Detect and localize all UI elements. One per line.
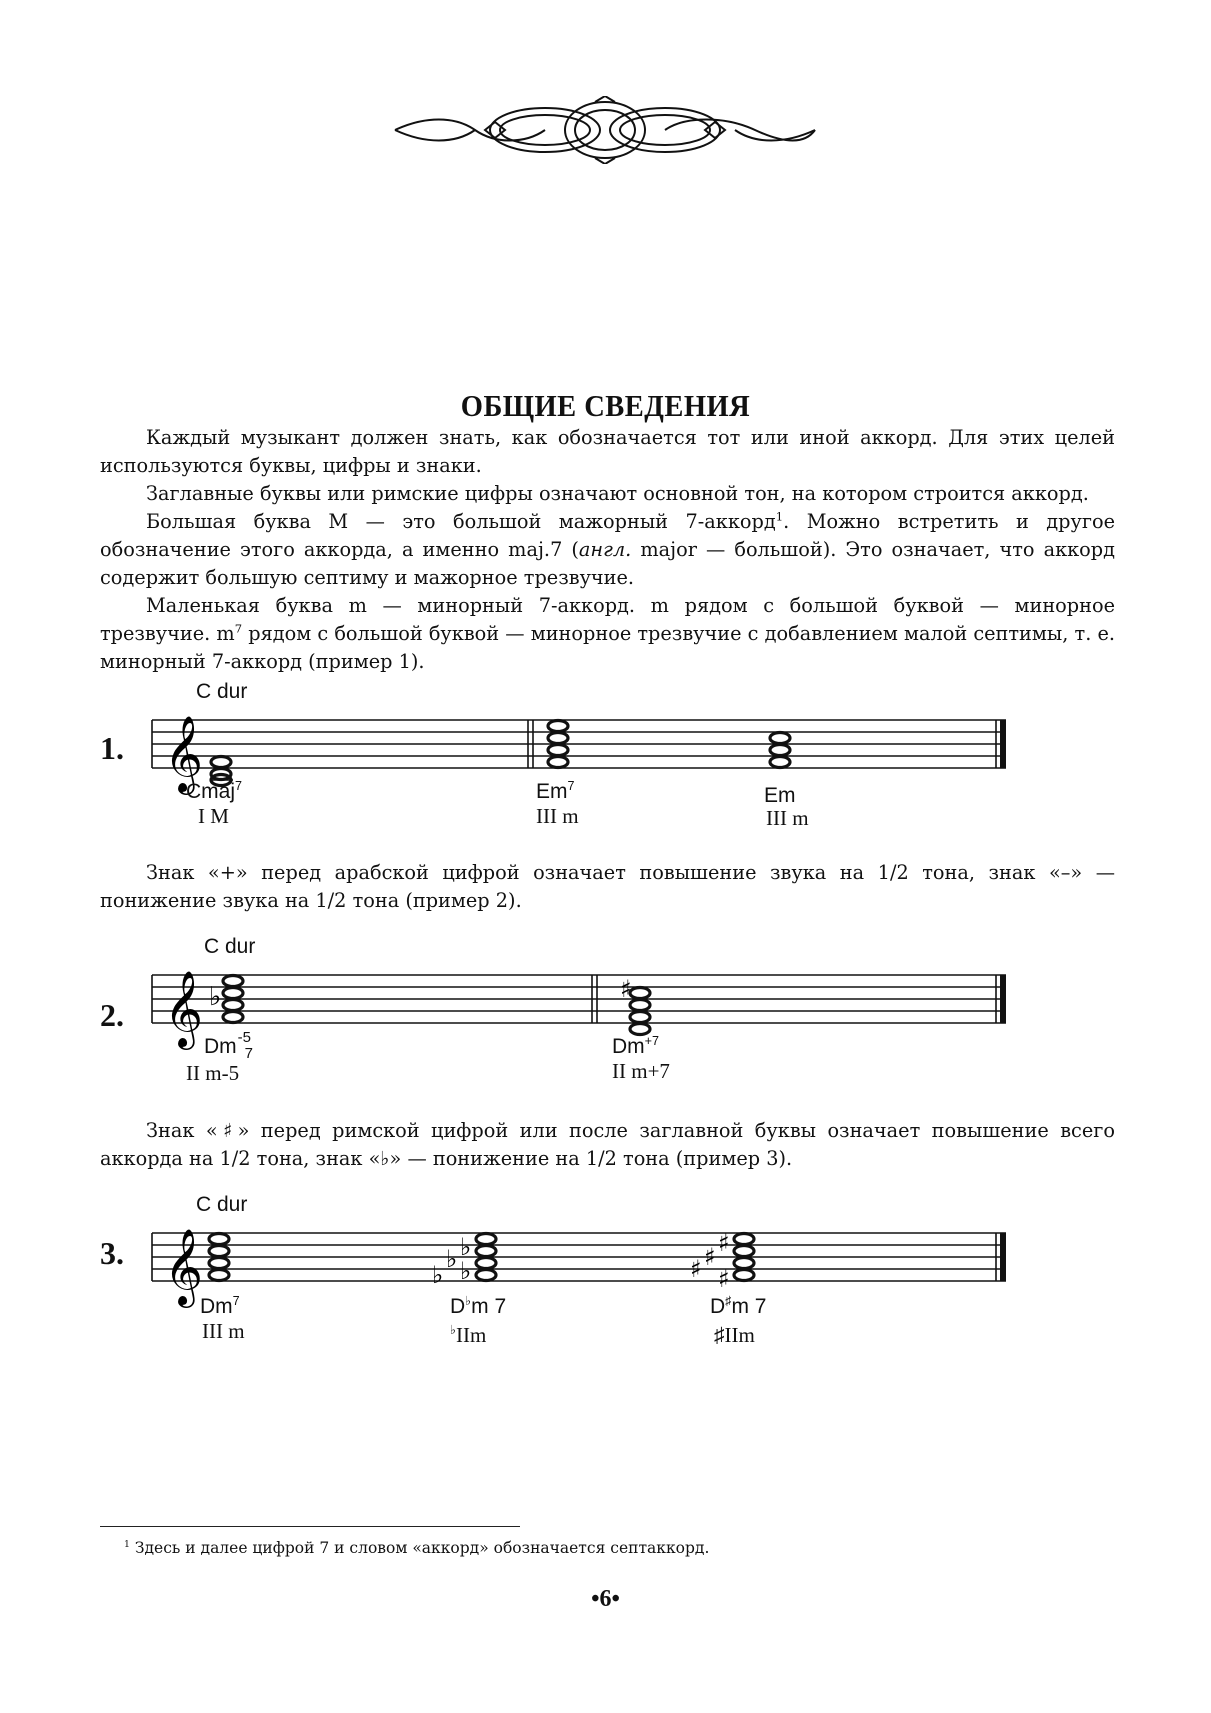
example-number: 2. bbox=[100, 997, 124, 1033]
sharp-icon: ♯ bbox=[718, 1229, 730, 1257]
example-3 bbox=[0, 1193, 1211, 1353]
example-number: 3. bbox=[100, 1235, 124, 1271]
chord-symbol: Dm -5 7 bbox=[204, 1029, 254, 1062]
sharp-icon: ♯ bbox=[718, 1265, 730, 1293]
page-number: •6• bbox=[591, 1586, 620, 1612]
paragraph: Знак «+» перед арабской цифрой означает повышение звука на 1/2 тона, знак «–» — понижение звука на 1/2 тона (пример 2). bbox=[100, 861, 1115, 912]
roman-numeral: ♭IIm bbox=[450, 1322, 487, 1347]
example-1 bbox=[0, 680, 1211, 840]
chord-symbol: Em bbox=[764, 784, 796, 807]
footnote: $^1$ Здесь и далее цифрой 7 и словом «аккорд» обозначается септаккорд. bbox=[124, 1538, 710, 1557]
intro-text bbox=[100, 424, 1115, 676]
staff-example-1 bbox=[0, 680, 1211, 840]
key-label: C dur bbox=[196, 680, 248, 703]
treble-clef-icon: 𝄞 bbox=[164, 970, 204, 1047]
chord-symbol: Em$^7$ bbox=[536, 778, 575, 803]
flat-icon: ♭ bbox=[432, 1261, 444, 1289]
roman-numeral: III m bbox=[766, 806, 809, 830]
roman-numeral: ♯IIm bbox=[714, 1323, 755, 1347]
text-block-2 bbox=[100, 859, 1115, 915]
text-block-3 bbox=[100, 1117, 1115, 1173]
chord-notes bbox=[210, 721, 790, 786]
key-label: C dur bbox=[196, 1193, 248, 1216]
roman-numeral: III m bbox=[536, 804, 579, 828]
roman-numeral: I M bbox=[198, 804, 229, 828]
paragraph: Заглавные буквы или римские цифры означают основной тон, на котором строится аккорд. bbox=[146, 482, 1089, 505]
paragraph: Знак «♯» перед римской цифрой или после заглавной буквы означает повышение всего аккорда на 1/2 тона, знак «♭» — понижение на 1/2 тона (пример 3). bbox=[100, 1119, 1115, 1170]
chord-symbol: D♯m 7 bbox=[710, 1293, 767, 1318]
roman-numeral: III m bbox=[202, 1319, 245, 1343]
staff-example-2 bbox=[0, 935, 1211, 1085]
chord-symbol: $Dm^{+7}$ bbox=[612, 1033, 660, 1058]
paragraph: Каждый музыкант должен знать, как обозначается тот или иной аккорд. Для этих целей используются буквы, цифры и знаки. bbox=[100, 426, 1115, 477]
flat-icon: ♭ bbox=[209, 982, 222, 1012]
example-2 bbox=[0, 935, 1211, 1085]
key-label: C dur bbox=[204, 935, 256, 958]
sharp-icon: ♯ bbox=[704, 1243, 716, 1271]
footnote-divider bbox=[100, 1526, 520, 1527]
chord-notes bbox=[223, 976, 650, 1035]
paragraph: Маленькая буква m — минорный 7-аккорд. m рядом с большой буквой — минорное трезвучие. $m^7$ рядом с большой буквой — минорное трезвучие с добавлением малой септимы, т. е. минорный 7-аккорд (пример 1). bbox=[100, 594, 1116, 673]
flat-icon: ♭ bbox=[446, 1245, 458, 1273]
example-number: 1. bbox=[100, 730, 124, 766]
roman-numeral: II m+7 bbox=[612, 1059, 670, 1083]
paragraph: Большая буква М — это большой мажорный 7-аккорд$^1$. Можно встретить и другое обозначение этого аккорда, а именно maj.7 (англ. major — большой). Это означает, что аккорд содержит большую септиму и мажорное трезвучие. bbox=[100, 509, 1115, 589]
treble-clef-icon: 𝄞 bbox=[164, 1228, 204, 1305]
chord-symbol: D♭m 7 bbox=[450, 1293, 507, 1318]
sharp-icon: ♯ bbox=[620, 975, 632, 1003]
staff-example-3 bbox=[0, 1193, 1211, 1353]
sharp-icon: ♯ bbox=[690, 1255, 702, 1283]
page-title: ОБЩИЕ СВЕДЕНИЯ bbox=[460, 388, 751, 423]
chord-symbol: Dm$^7$ bbox=[200, 1293, 240, 1318]
chord-symbol: Cmaj$^7$ bbox=[186, 778, 243, 803]
decorative-ornament bbox=[385, 96, 825, 164]
roman-numeral: II m-5 bbox=[186, 1061, 240, 1085]
flat-icon: ♭ bbox=[460, 1233, 472, 1261]
footnote-ref: 1 bbox=[775, 509, 784, 524]
flat-icon: ♭ bbox=[460, 1257, 472, 1285]
treble-clef-icon: 𝄞 bbox=[164, 715, 204, 792]
